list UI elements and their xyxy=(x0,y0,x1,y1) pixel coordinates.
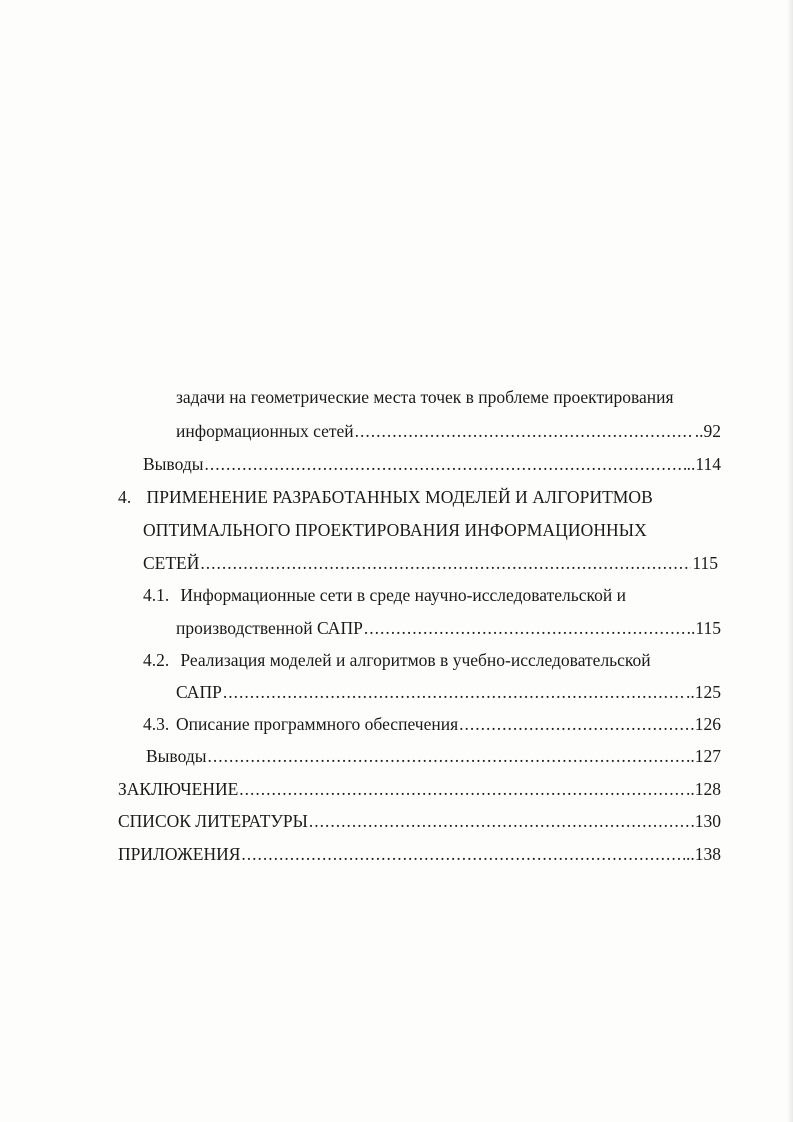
toc-page-number: 126 xyxy=(694,714,721,734)
toc-entry-text: задачи на геометрические места точек в проблеме проектирования xyxy=(176,387,674,407)
toc-entry-appendices xyxy=(118,842,721,866)
toc-page-number: ..92 xyxy=(694,421,721,441)
toc-page-number: 130 xyxy=(694,811,721,831)
toc-entry-text: производственной САПР xyxy=(176,618,363,638)
toc-leader-dots xyxy=(364,616,686,640)
toc-page-number: ..115 xyxy=(686,618,721,638)
toc-section-number: 4.2. xyxy=(143,650,170,670)
toc-entry-text: Реализация моделей и алгоритмов в учебно-исследовательской xyxy=(180,650,651,670)
toc-section-number: 4.1. xyxy=(143,585,170,605)
toc-section-4-1 xyxy=(143,583,721,607)
toc-leader-dots xyxy=(204,452,685,476)
toc-leader-dots xyxy=(207,744,685,768)
toc-entry-text: ОПТИМАЛЬНОГО ПРОЕКТИРОВАНИЯ ИНФОРМАЦИОННЫХ xyxy=(143,520,647,540)
toc-leader-dots xyxy=(239,777,685,801)
toc-entry-text: ПРИМЕНЕНИЕ РАЗРАБОТАННЫХ МОДЕЛЕЙ И АЛГОРИТМОВ xyxy=(146,487,653,507)
toc-section-4-2 xyxy=(143,648,721,672)
toc-entry-text: Выводы xyxy=(146,746,207,766)
toc-leader-dots xyxy=(223,680,685,704)
toc-entry-text: Информационные сети в среде научно-исследовательской и xyxy=(180,585,626,605)
toc-entry xyxy=(176,616,721,640)
toc-entry-text-wrap xyxy=(143,712,458,736)
toc-page-number: ..138 xyxy=(686,844,721,864)
toc-page-number: ..114 xyxy=(686,454,721,474)
toc-entry xyxy=(143,551,718,575)
toc-leader-dots xyxy=(355,419,694,443)
toc-chapter-number: 4. xyxy=(118,487,132,507)
toc-entry-text: ЗАКЛЮЧЕНИЕ xyxy=(118,779,239,799)
scan-edge-shadow xyxy=(787,0,793,1122)
toc-entry-text: ПРИЛОЖЕНИЯ xyxy=(118,844,241,864)
toc-page-number: ..125 xyxy=(686,682,721,702)
toc-entry-text: САПР xyxy=(176,682,222,702)
toc-page-number: ..128 xyxy=(686,779,721,799)
toc-entry xyxy=(176,680,721,704)
toc-entry-text: Выводы xyxy=(143,454,204,474)
toc-entry-continuation xyxy=(176,385,721,409)
toc-leader-dots xyxy=(200,551,691,575)
toc-entry-text: СЕТЕЙ xyxy=(143,553,200,573)
toc-entry-bibliography xyxy=(118,809,721,833)
toc-entry-text: СПИСОК ЛИТЕРАТУРЫ xyxy=(118,811,308,831)
toc-page-number: 115 xyxy=(692,553,718,573)
toc-chapter-heading xyxy=(118,485,718,509)
toc-page-number: ..127 xyxy=(686,746,721,766)
toc-entry xyxy=(176,419,721,443)
toc-entry-text: Описание программного обеспечения xyxy=(176,714,459,734)
toc-leader-dots xyxy=(459,712,694,736)
toc-entry-conclusions xyxy=(146,744,721,768)
toc-entry-conclusions xyxy=(143,452,721,476)
toc-section-number: 4.3. xyxy=(143,714,170,734)
toc-leader-dots xyxy=(309,809,694,833)
toc-section-4-3 xyxy=(143,712,721,736)
toc-leader-dots xyxy=(241,842,685,866)
toc-entry-text: информационных сетей xyxy=(176,421,354,441)
toc-entry-conclusion xyxy=(118,777,721,801)
toc-chapter-heading-continuation xyxy=(143,518,721,542)
